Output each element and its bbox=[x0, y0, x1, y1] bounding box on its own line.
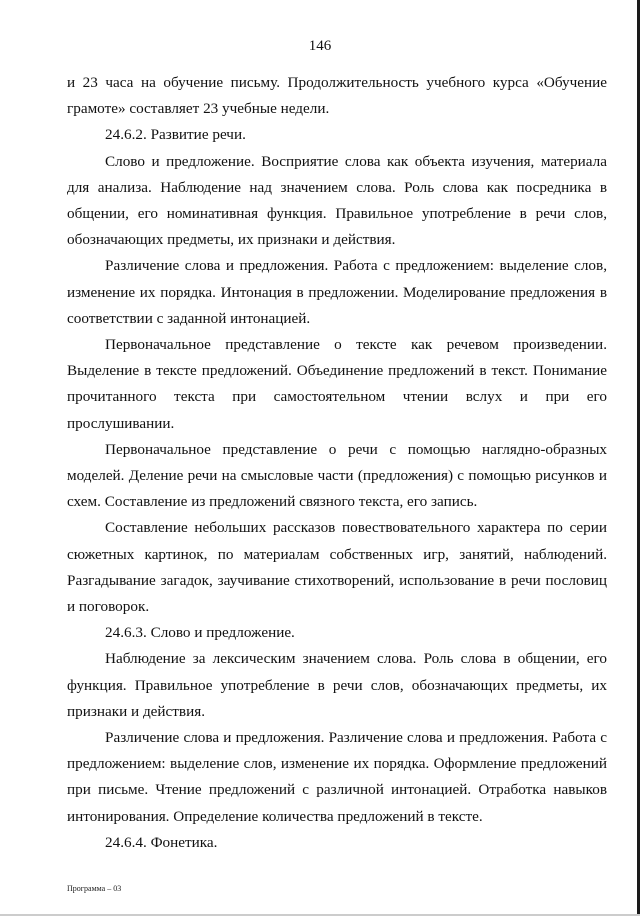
paragraph-continuation: и 23 часа на обучение письму. Продолжительность учебного курса «Обучение грамоте» составляет 23 учебные недели. bbox=[67, 74, 607, 118]
section-heading-phonetics: 24.6.4. Фонетика. bbox=[105, 833, 218, 851]
footer-program-label: Программа – 03 bbox=[67, 884, 122, 893]
page-number: 146 bbox=[308, 38, 332, 54]
page-body bbox=[67, 70, 607, 856]
section-heading-speech-development: 24.6.2. Развитие речи. bbox=[105, 126, 246, 144]
paragraph: Первоначальное представление о речи с помощью наглядно-образных моделей. Деление речи на смысловые части (предложения) с помощью рисунков и схем. Составление из предложений связного текста, его запись. bbox=[67, 440, 607, 511]
paragraph: Наблюдение за лексическим значением слова. Роль слова в общении, его функция. Правильное употребление в речи слов, обозначающих предметы, их признаки и действия. bbox=[67, 650, 607, 720]
paragraph: Составление небольших рассказов повествовательного характера по серии сюжетных картинок, по материалам собственных игр, занятий, наблюдений. Разгадывание загадок, заучивание стихотворений, использование в речи пословиц и поговорок. bbox=[67, 519, 607, 616]
paragraph: Слово и предложение. Восприятие слова как объекта изучения, материала для анализа. Наблюдение над значением слова. Роль слова как посредника в общении, его номинативная функция. Правильное употребление в речи слов, обозначающих предметы, их признаки и действия. bbox=[67, 152, 607, 249]
paragraph: Различение слова и предложения. Работа с предложением: выделение слов, изменение их порядка. Интонация в предложении. Моделирование предложения в соответствии с заданной интонацией. bbox=[67, 257, 607, 327]
section-heading-word-and-sentence: 24.6.3. Слово и предложение. bbox=[105, 624, 295, 642]
paragraph: Первоначальное представление о тексте как речевом произведении. Выделение в тексте предложений. Объединение предложений в текст. Понимание прочитанного текста при самостоятельном чтении вслух и при его прослушивании. bbox=[67, 336, 607, 432]
paragraph: Различение слова и предложения. Различение слова и предложения. Работа с предложением: выделение слов, изменение их порядка. Оформление предложений при письме. Чтение предложений с различной интонацией. Отработка навыков интонирования. Определение количества предложений в тексте. bbox=[67, 729, 607, 825]
